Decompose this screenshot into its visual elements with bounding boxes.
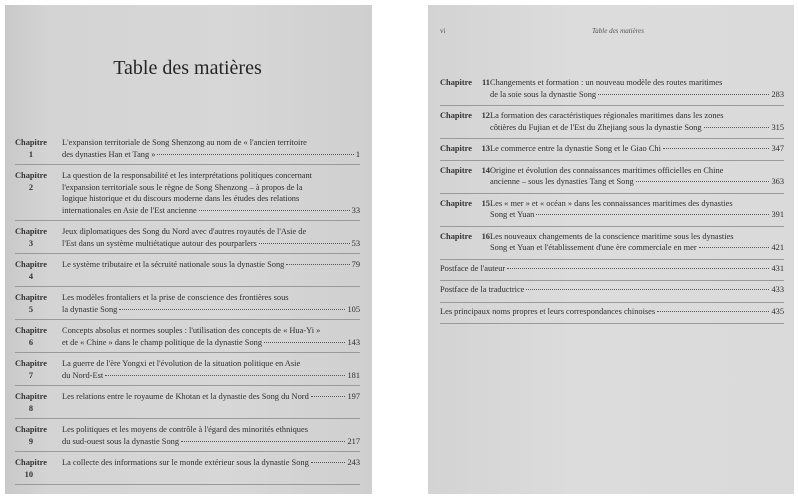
chapter-word: Chapitre bbox=[440, 144, 472, 153]
chapter-number: 12 bbox=[481, 111, 490, 120]
chapter-title-lastline bbox=[490, 122, 784, 134]
entry-title: Postface de la traductrice bbox=[440, 285, 525, 294]
chapter-title-lastline bbox=[62, 391, 360, 403]
chapter-number: 15 bbox=[481, 198, 490, 208]
chapter-number: 10 bbox=[24, 469, 33, 479]
toc-entry bbox=[440, 260, 784, 282]
chapter-title bbox=[490, 110, 784, 133]
chapter-word: Chapitre bbox=[440, 111, 472, 120]
left-page bbox=[5, 5, 372, 494]
page-number: 217 bbox=[347, 436, 360, 446]
chapter-number: 4 bbox=[28, 271, 33, 281]
chapter-title-line: Concepts absolus et normes souples : l'utilisation des concepts de « Hua-Yi » bbox=[62, 326, 321, 335]
chapter-title-lastline bbox=[62, 337, 360, 349]
chapter-word: Chapitre bbox=[15, 458, 47, 467]
chapter-label bbox=[15, 137, 62, 160]
chapter-title-line: Jeux diplomatiques des Song du Nord avec d'autres royautés de l'Asie de bbox=[62, 227, 307, 236]
chapter-label bbox=[440, 77, 490, 89]
chapter-word: Chapitre bbox=[15, 359, 47, 368]
chapter-title bbox=[62, 170, 360, 216]
toc-entry bbox=[440, 281, 784, 303]
chapter-title bbox=[62, 259, 360, 271]
chapter-title-line: La question de la responsabilité et les interprétations politiques concernant bbox=[62, 171, 313, 180]
chapter-number: 13 bbox=[481, 144, 490, 153]
chapter-label bbox=[15, 259, 62, 282]
chapter-title-lastline bbox=[490, 242, 784, 254]
page-number: 363 bbox=[771, 177, 784, 186]
chapter-number: 8 bbox=[28, 403, 33, 413]
dot-leader bbox=[311, 396, 346, 397]
chapter-title-lastline bbox=[490, 176, 784, 188]
chapter-title-line: de la soie sous la dynastie Song bbox=[490, 89, 597, 99]
toc-entry bbox=[15, 386, 360, 419]
toc-entry bbox=[440, 194, 784, 227]
entry-title: Postface de l'auteur bbox=[440, 263, 506, 273]
chapter-label bbox=[15, 292, 62, 315]
chapter-title-lastline bbox=[490, 209, 784, 221]
chapter-title bbox=[490, 231, 784, 254]
chapter-word: Chapitre bbox=[15, 425, 47, 434]
toc-entry bbox=[440, 161, 784, 194]
page-number: 53 bbox=[351, 238, 360, 248]
chapter-title-line: côtières du Fujian et de l'Est du Zhejiang sous la dynastie Song bbox=[490, 122, 702, 132]
running-header bbox=[440, 27, 784, 35]
chapter-word: Chapitre bbox=[15, 392, 47, 401]
chapter-title-line: du sud-ouest sous la dynastie Song bbox=[62, 436, 180, 446]
page-number: 391 bbox=[771, 210, 784, 219]
dot-leader bbox=[699, 247, 770, 248]
chapter-word: Chapitre bbox=[15, 260, 47, 269]
chapter-title-line: internationales en Asie de l'Est ancienne bbox=[62, 205, 197, 215]
chapter-label bbox=[440, 231, 490, 243]
chapter-word: Chapitre bbox=[15, 326, 47, 335]
dot-leader bbox=[264, 342, 345, 343]
chapter-title-line: la dynastie Song bbox=[62, 304, 118, 314]
chapter-title-line: l'expansion territoriale sous le règne de Song Shenzong – à propos de la bbox=[62, 182, 303, 192]
dot-leader bbox=[311, 462, 346, 463]
chapter-number: 16 bbox=[481, 231, 490, 241]
page-number: 79 bbox=[351, 260, 360, 269]
chapter-title bbox=[490, 143, 784, 155]
chapter-title-line: Song et Yuan bbox=[490, 210, 535, 219]
chapter-number: 2 bbox=[28, 182, 33, 192]
page-number: 283 bbox=[771, 89, 784, 99]
chapter-number: 14 bbox=[481, 165, 490, 175]
chapter-title bbox=[62, 292, 360, 315]
dot-leader bbox=[105, 375, 345, 376]
dot-leader bbox=[598, 94, 769, 95]
toc-entry bbox=[15, 320, 360, 353]
chapter-number: 9 bbox=[28, 436, 33, 446]
chapter-title bbox=[490, 198, 784, 221]
dot-leader bbox=[663, 148, 770, 149]
page-number: 243 bbox=[347, 458, 360, 467]
dot-leader bbox=[657, 311, 769, 312]
toc-entry bbox=[440, 227, 784, 260]
dot-leader bbox=[286, 264, 349, 265]
chapter-title bbox=[62, 457, 360, 469]
toc-entry bbox=[440, 73, 784, 106]
chapter-title-lastline bbox=[62, 304, 360, 316]
chapter-label bbox=[15, 170, 62, 193]
toc-entry bbox=[440, 106, 784, 139]
chapter-title-lastline bbox=[62, 238, 360, 250]
page-number: 105 bbox=[347, 304, 360, 314]
chapter-word: Chapitre bbox=[440, 231, 472, 241]
chapter-number: 1 bbox=[28, 149, 33, 159]
chapter-title-line: Les modèles frontaliers et la prise de conscience des frontières sous bbox=[62, 293, 289, 302]
chapter-title-lastline bbox=[490, 143, 784, 155]
toc-entry bbox=[440, 139, 784, 161]
chapter-title bbox=[62, 358, 360, 381]
chapter-title-lastline bbox=[62, 259, 360, 271]
chapter-title-line: Changements et formation : un nouveau modèle des routes maritimes bbox=[490, 78, 723, 87]
chapter-title-lastline bbox=[62, 205, 360, 217]
chapter-number: 5 bbox=[28, 304, 33, 314]
toc-entry bbox=[15, 287, 360, 320]
toc-entry bbox=[15, 353, 360, 386]
page-number: 347 bbox=[771, 144, 784, 153]
toc-list-left bbox=[15, 132, 360, 485]
page-number: 181 bbox=[347, 370, 360, 380]
toc-entry bbox=[15, 452, 360, 485]
page-number: 421 bbox=[771, 243, 784, 252]
chapter-title-line: du Nord-Est bbox=[62, 370, 104, 380]
chapter-title-lastline bbox=[490, 89, 784, 101]
chapter-title bbox=[62, 424, 360, 447]
page-number: 433 bbox=[771, 285, 784, 294]
chapter-number: 11 bbox=[482, 78, 490, 87]
chapter-number: 6 bbox=[28, 337, 33, 347]
page-number: 197 bbox=[347, 392, 360, 401]
page-number: 435 bbox=[771, 306, 784, 316]
chapter-label bbox=[15, 226, 62, 249]
page-number: 1 bbox=[355, 149, 360, 159]
chapter-word: Chapitre bbox=[15, 171, 47, 180]
chapter-title-line: ancienne – sous les dynasties Tang et Song bbox=[490, 177, 634, 186]
chapter-label bbox=[440, 165, 490, 177]
chapter-title-lastline bbox=[62, 370, 360, 382]
dot-leader bbox=[119, 309, 345, 310]
chapter-title-line: logique historique et du discours moderne dans les études des relations bbox=[62, 194, 300, 203]
dot-leader bbox=[636, 181, 770, 182]
chapter-title-line: Le commerce entre la dynastie Song et le Giao Chi bbox=[490, 144, 661, 153]
toc-entry bbox=[440, 303, 784, 325]
dot-leader bbox=[507, 268, 769, 269]
toc-entry bbox=[15, 132, 360, 165]
chapter-title-line: Les relations entre le royaume de Khotan et la dynastie des Song du Nord bbox=[62, 392, 309, 401]
chapter-word: Chapitre bbox=[15, 293, 47, 302]
chapter-title bbox=[490, 165, 784, 188]
page-number: 33 bbox=[351, 205, 360, 215]
chapter-title-line: Song et Yuan et l'établissement d'une ère commerciale en mer bbox=[490, 243, 697, 252]
dot-leader bbox=[536, 214, 769, 215]
toc-entry bbox=[15, 419, 360, 452]
chapter-title-line: Les « mer » et « océan » dans les connaissances maritimes des dynasties bbox=[490, 198, 733, 208]
toc-entry bbox=[15, 221, 360, 254]
chapter-word: Chapitre bbox=[440, 165, 472, 175]
chapter-title-line: des dynasties Han et Tang » bbox=[62, 149, 156, 159]
chapter-number: 3 bbox=[28, 238, 33, 248]
chapter-label bbox=[15, 457, 62, 480]
chapter-title-line: Les politiques et les moyens de contrôle à l'égard des minorités ethniques bbox=[62, 425, 308, 434]
dot-leader bbox=[704, 127, 770, 128]
chapter-word: Chapitre bbox=[440, 198, 472, 208]
chapter-title-line: La collecte des informations sur le monde extérieur sous la dynastie Song bbox=[62, 458, 309, 467]
chapter-title bbox=[490, 77, 784, 100]
toc-entry bbox=[15, 165, 360, 221]
chapter-title-line: L'expansion territoriale de Song Shenzong au nom de « l'ancien territoire bbox=[62, 138, 307, 147]
dot-leader bbox=[157, 154, 353, 155]
chapter-label bbox=[440, 143, 490, 155]
chapter-number: 7 bbox=[28, 370, 33, 380]
chapter-label bbox=[15, 325, 62, 348]
chapter-title bbox=[62, 325, 360, 348]
chapter-label bbox=[15, 358, 62, 381]
chapter-title-line: Les nouveaux changements de la conscience maritime sous les dynasties bbox=[490, 231, 734, 241]
dot-leader bbox=[181, 441, 345, 442]
dot-leader bbox=[199, 210, 350, 211]
chapter-title-line: et de « Chine » dans le champ politique de la dynastie Song bbox=[62, 337, 263, 347]
entry-title: Les principaux noms propres et leurs correspondances chinoises bbox=[440, 306, 656, 316]
chapter-title-lastline bbox=[62, 436, 360, 448]
dot-leader bbox=[526, 289, 769, 290]
chapter-label bbox=[15, 424, 62, 447]
right-page bbox=[428, 5, 794, 494]
chapter-title-line: La formation des caractéristiques régionales maritimes dans les zones bbox=[490, 111, 724, 120]
chapter-title bbox=[62, 226, 360, 249]
toc-list-right bbox=[440, 73, 784, 324]
chapter-title-line: l'Est dans un système multiétatique autour des pourparlers bbox=[62, 238, 257, 248]
chapter-word: Chapitre bbox=[440, 78, 472, 87]
chapter-title-line: Le système tributaire et la sécruité nationale sous la dynastie Song bbox=[62, 260, 285, 269]
chapter-title-lastline bbox=[62, 457, 360, 469]
page-number: 431 bbox=[771, 263, 784, 273]
page-number: 143 bbox=[347, 337, 360, 347]
chapter-title-line: La guerre de l'ère Yongxi et l'évolution de la situation politique en Asie bbox=[62, 359, 301, 368]
chapter-word: Chapitre bbox=[15, 227, 47, 236]
running-head-title: Table des matières bbox=[592, 27, 644, 35]
chapter-title-lastline bbox=[62, 149, 360, 161]
chapter-label bbox=[440, 198, 490, 210]
chapter-title bbox=[62, 391, 360, 403]
chapter-title bbox=[62, 137, 360, 160]
page-number: 315 bbox=[771, 122, 784, 132]
chapter-title-line: Origine et évolution des connaissances maritimes officielles en Chine bbox=[490, 165, 724, 175]
page-folio: vi bbox=[440, 27, 446, 35]
toc-entry bbox=[15, 254, 360, 287]
dot-leader bbox=[259, 243, 350, 244]
chapter-label bbox=[440, 110, 490, 122]
chapter-label bbox=[15, 391, 62, 414]
chapter-word: Chapitre bbox=[15, 138, 47, 147]
page-title: Table des matières bbox=[113, 57, 262, 79]
